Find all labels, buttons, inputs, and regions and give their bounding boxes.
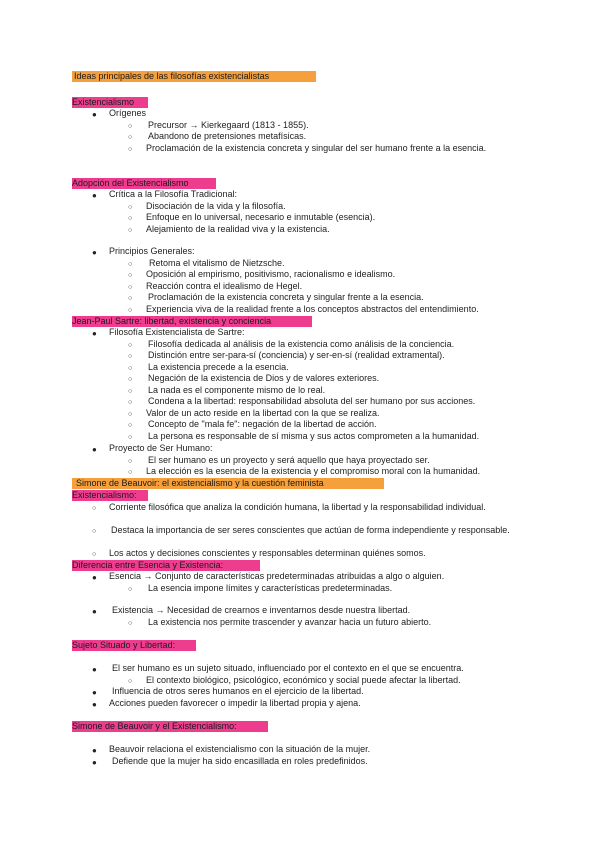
sub-bullet-icon: ○ xyxy=(128,434,133,441)
list-item: Defiende que la mujer ha sido encasillada en roles predefinidos. xyxy=(112,756,368,766)
list-item: Experiencia viva de la realidad frente a los conceptos abstractos del entendimiento. xyxy=(146,304,479,314)
bullet-icon: ● xyxy=(92,445,97,454)
bullet-icon: ● xyxy=(92,573,97,582)
list-item: Distinción entre ser-para-sí (conciencia) y ser-en-sí (realidad extramental). xyxy=(148,350,445,360)
bullet-icon: ● xyxy=(92,191,97,200)
sub-bullet-icon: ○ xyxy=(128,469,133,476)
list-item: Alejamiento de la realidad viva y la existencia. xyxy=(146,224,330,234)
bullet-icon: ● xyxy=(92,607,97,616)
list-item: Oposición al empirismo, positivismo, racionalismo e idealismo. xyxy=(146,269,396,279)
sub-bullet-icon: ○ xyxy=(128,399,133,406)
sub-bullet-icon: ○ xyxy=(92,528,97,535)
bullet-icon: ● xyxy=(92,110,97,119)
list-item: Esencia → Conjunto de características predeterminadas atribuidas a algo o alguien. xyxy=(109,571,445,581)
sub-bullet-icon: ○ xyxy=(128,365,133,372)
section-heading-diferencia: Diferencia entre Esencia y Existencia: xyxy=(72,560,260,571)
list-item: Filosofía dedicada al análisis de la existencia como análisis de la conciencia. xyxy=(148,339,455,349)
list-item: El ser humano es un proyecto y será aquello que haya proyectado ser. xyxy=(148,455,430,465)
sub-bullet-icon: ○ xyxy=(128,458,133,465)
sub-bullet-icon: ○ xyxy=(92,505,97,512)
list-item: Proclamación de la existencia concreta y singular frente a la esencia. xyxy=(148,292,424,302)
sub-bullet-icon: ○ xyxy=(128,227,133,234)
list-item: Concepto de "mala fe": negación de la libertad de acción. xyxy=(148,419,377,429)
sub-bullet-icon: ○ xyxy=(128,204,133,211)
list-item: Filosofía Existencialista de Sartre: xyxy=(109,327,245,337)
sub-bullet-icon: ○ xyxy=(128,620,133,627)
sub-bullet-icon: ○ xyxy=(128,411,133,418)
list-item: Principios Generales: xyxy=(109,246,195,256)
sub-bullet-icon: ○ xyxy=(128,388,133,395)
list-item: La existencia precede a la esencia. xyxy=(148,362,289,372)
list-item: Enfoque en lo universal, necesario e inmutable (esencia). xyxy=(146,212,376,222)
list-item: Beauvoir relaciona el existencialismo con la situación de la mujer. xyxy=(109,744,371,754)
list-item: El contexto biológico, psicológico, económico y social puede afectar la libertad. xyxy=(146,675,461,685)
list-item: Los actos y decisiones conscientes y responsables determinan quiénes somos. xyxy=(109,548,426,558)
section-heading-sujeto: Sujeto Situado y Libertad: xyxy=(72,640,196,651)
list-item: Negación de la existencia de Dios y de valores exteriores. xyxy=(148,373,380,383)
sub-bullet-icon: ○ xyxy=(128,284,133,291)
list-item: Valor de un acto reside en la libertad con la que se realiza. xyxy=(146,408,380,418)
list-item: La elección es la esencia de la existencia y el compromiso moral con la humanidad. xyxy=(146,466,481,476)
list-item: La esencia impone límites y características predeterminadas. xyxy=(148,583,393,593)
list-item: La nada es el componente mismo de lo real. xyxy=(148,385,326,395)
list-item: Condena a la libertad: responsabilidad absoluta del ser humano por sus acciones. xyxy=(148,396,476,406)
list-item: Precursor → Kierkegaard (1813 - 1855). xyxy=(148,120,309,130)
list-item: Destaca la importancia de ser seres conscientes que actúan de forma independiente y responsable. xyxy=(111,525,510,535)
sub-bullet-icon: ○ xyxy=(128,134,133,141)
bullet-icon: ● xyxy=(92,248,97,257)
list-item: Abandono de pretensiones metafísicas. xyxy=(148,131,307,141)
sub-bullet-icon: ○ xyxy=(128,272,133,279)
list-item: La existencia nos permite trascender y avanzar hacia un futuro abierto. xyxy=(148,617,432,627)
sub-bullet-icon: ○ xyxy=(128,307,133,314)
bullet-icon: ● xyxy=(92,700,97,709)
list-item: El ser humano es un sujeto situado, influenciado por el contexto en el que se encuentra. xyxy=(112,663,464,673)
page-title: Ideas principales de las filosofías existencialistas xyxy=(72,71,316,82)
list-item: Corriente filosófica que analiza la condición humana, la libertad y la responsabilidad individual. xyxy=(109,502,486,512)
list-item: Disociación de la vida y la filosofía. xyxy=(146,201,286,211)
sub-bullet-icon: ○ xyxy=(128,422,133,429)
section-heading-simone: Simone de Beauvoir y el Existencialismo: xyxy=(72,721,268,732)
bullet-icon: ● xyxy=(92,688,97,697)
sub-bullet-icon: ○ xyxy=(128,215,133,222)
section-heading-beauvoir: Simone de Beauvoir: el existencialismo y la cuestión feminista xyxy=(72,478,384,489)
sub-bullet-icon: ○ xyxy=(92,551,97,558)
list-item: Acciones pueden favorecer o impedir la libertad propia y ajena. xyxy=(109,698,361,708)
bullet-icon: ● xyxy=(92,665,97,674)
list-item: Retoma el vitalismo de Nietzsche. xyxy=(149,258,285,268)
list-item: Proclamación de la existencia concreta y singular del ser humano frente a la esencia. xyxy=(146,143,487,153)
list-item: Orígenes xyxy=(109,108,147,118)
list-item: Crítica a la Filosofía Tradicional: xyxy=(109,189,238,199)
sub-bullet-icon: ○ xyxy=(128,261,133,268)
list-item: Proyecto de Ser Humano: xyxy=(109,443,213,453)
sub-bullet-icon: ○ xyxy=(128,586,133,593)
section-heading-adopcion: Adopción del Existencialismo xyxy=(72,178,216,189)
subsection-heading-existencialismo: Existencialismo: xyxy=(72,490,148,501)
sub-bullet-icon: ○ xyxy=(128,146,133,153)
bullet-icon: ● xyxy=(92,329,97,338)
section-heading-sartre: Jean-Paul Sartre: libertad, existencia y conciencia xyxy=(72,316,312,327)
list-item: La persona es responsable de sí misma y sus actos comprometen a la humanidad. xyxy=(148,431,480,441)
sub-bullet-icon: ○ xyxy=(128,353,133,360)
bullet-icon: ● xyxy=(92,746,97,755)
sub-bullet-icon: ○ xyxy=(128,295,133,302)
bullet-icon: ● xyxy=(92,758,97,767)
list-item: Existencia → Necesidad de crearnos e inventarnos desde nuestra libertad. xyxy=(112,605,411,615)
sub-bullet-icon: ○ xyxy=(128,123,133,130)
section-heading-existencialismo: Existencialismo xyxy=(72,97,148,108)
sub-bullet-icon: ○ xyxy=(128,678,133,685)
sub-bullet-icon: ○ xyxy=(128,376,133,383)
list-item: Influencia de otros seres humanos en el ejercicio de la libertad. xyxy=(112,686,364,696)
sub-bullet-icon: ○ xyxy=(128,342,133,349)
list-item: Reacción contra el idealismo de Hegel. xyxy=(146,281,303,291)
